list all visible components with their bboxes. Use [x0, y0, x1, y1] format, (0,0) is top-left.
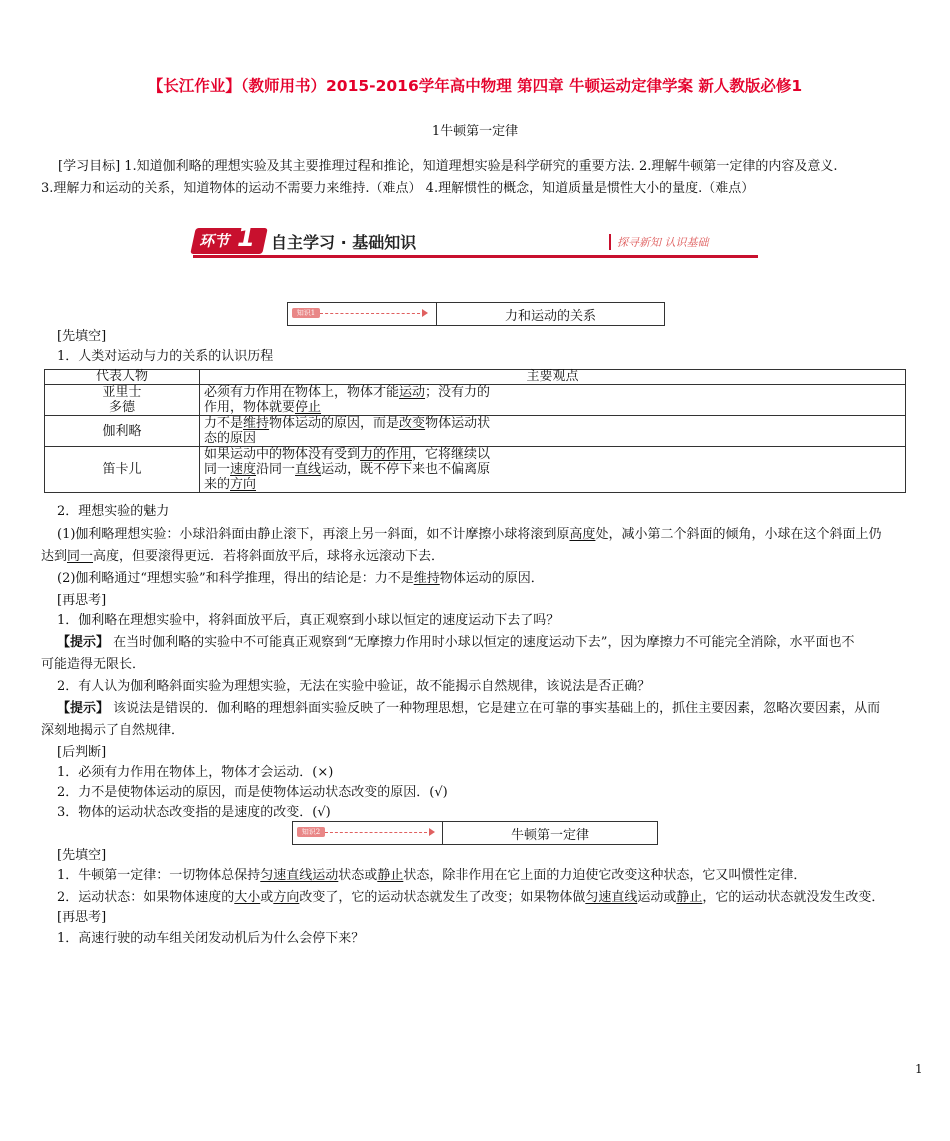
knowledge-heading-1: 力和运动的关系 [504, 309, 596, 324]
learning-objectives-line-2: 3.理解力和运动的关系，知道物体的运动不需要力来维持.（难点） 4.理解惯性的概念，知道质量是惯性大小的量度.（难点） [41, 181, 755, 196]
fill-label-2: [先填空] [57, 848, 107, 863]
header-view: 主要观点 [200, 370, 906, 385]
knowledge-badge-icon: 知识1 [292, 308, 320, 318]
view-cell: 如果运动中的物体没有受到力的作用，它将继续以同一速度沿同一直线运动，既不停下来也不偏离原来的方向 [200, 447, 906, 493]
fill-label-1: [先填空] [57, 329, 107, 344]
knowledge-point-box-1 [287, 302, 665, 326]
arrow-right-icon [422, 309, 428, 317]
judge-item-3: 3．物体的运动状态改变指的是速度的改变．(√) [57, 805, 331, 820]
paragraph-ideal-experiment-2: (2)伽利略通过“理想实验”和科学推理，得出的结论是：力不是维持物体运动的原因． [57, 571, 544, 586]
knowledge-point-box-2 [292, 821, 658, 845]
table-row [45, 447, 906, 493]
page-number: 1 [915, 1062, 923, 1076]
knowledge-badge-icon: 知识2 [297, 827, 325, 837]
paragraph-ideal-experiment-1: (1)伽利略理想实验：小球沿斜面由静止滚下，再滚上另一斜面，如不计摩擦小球将滚到原高度处，减小第二个斜面的倾角，小球在这个斜面上仍 [57, 527, 882, 542]
lesson-subtitle: 1牛顿第一定律 [431, 124, 519, 139]
question-train: 1．高速行驶的动车组关闭发动机后为什么会停下来？ [57, 931, 365, 946]
knowledge-heading-2: 牛顿第一定律 [510, 828, 589, 843]
question-1: 1．伽利略在理想实验中，将斜面放平后，真正观察到小球以恒定的速度运动下去了吗？ [57, 613, 560, 628]
person-cell: 笛卡儿 [45, 447, 200, 493]
view-cell: 力不是维持物体运动的原因，而是改变物体运动状态的原因 [200, 416, 906, 447]
newton-first-law-statement: 1．牛顿第一定律：一切物体总保持匀速直线运动状态或静止状态，除非作用在它上面的力迫使它改变这种状态，它又叫惯性定律． [57, 868, 807, 883]
arrow-line [325, 832, 427, 833]
arrow-line [320, 313, 420, 314]
item-ideal-experiment: 2．理想实验的魅力 [57, 504, 170, 519]
banner-title: 自主学习 · 基础知识 [271, 233, 417, 252]
banner-tag: 环节 [190, 228, 268, 254]
motion-state-statement: 2．运动状态：如果物体速度的大小或方向改变了，它的运动状态就发生了改变；如果物体做匀速直线运动或静止，它的运动状态就没发生改变． [57, 890, 885, 905]
view-cell: 必须有力作用在物体上，物体才能运动；没有力的作用，物体就要停止 [200, 385, 906, 416]
learning-objectives-line-1: [学习目标] 1.知道伽利略的理想实验及其主要推理过程和推论，知道理想实验是科学研究的重要方法. 2.理解牛顿第一定律的内容及意义. [58, 159, 838, 174]
section-banner [193, 223, 758, 258]
answer-2-cont: 深刻地揭示了自然规律． [41, 723, 185, 738]
person-cell: 伽利略 [45, 416, 200, 447]
document-title: 【长江作业】（教师用书）2015-2016学年高中物理 第四章 牛顿运动定律学案 新人教版必修1 [147, 77, 803, 95]
answer-2: 【提示】 该说法是错误的．伽利略的理想斜面实验反映了一种物理思想，它是建立在可靠的事实基础上的，抓住主要因素，忽略次要因素，从而 [57, 701, 881, 716]
table-row [45, 416, 906, 447]
answer-1-cont: 可能造得无限长． [41, 657, 146, 672]
item-cognition-history: 1．人类对运动与力的关系的认识历程 [57, 349, 274, 364]
arrow-right-icon [429, 828, 435, 836]
table-header-row [45, 370, 906, 385]
history-table [44, 369, 906, 493]
judge-item-1: 1．必须有力作用在物体上，物体才会运动．(×) [57, 765, 334, 780]
paragraph-ideal-experiment-1-cont: 达到同一高度，但要滚得更远．若将斜面放平后，球将永远滚动下去． [41, 549, 445, 564]
table-row [45, 385, 906, 416]
think-label-1: [再思考] [57, 593, 107, 608]
answer-1: 【提示】 在当时伽利略的实验中不可能真正观察到“无摩擦力作用时小球以恒定的速度运动下去”，因为摩擦力不可能完全消除，水平面也不 [57, 635, 855, 650]
person-cell: 亚里士 多德 [45, 385, 200, 416]
judge-label: [后判断] [57, 745, 107, 760]
question-2: 2．有人认为伽利略斜面实验为理想实验，无法在实验中验证，故不能揭示自然规律，该说法是否正确？ [57, 679, 651, 694]
judge-item-2: 2．力不是使物体运动的原因，而是使物体运动状态改变的原因．(√) [57, 785, 448, 800]
banner-number: 1 [237, 223, 256, 253]
header-person: 代表人物 [45, 370, 200, 385]
banner-rule [193, 255, 758, 258]
banner-side-text: 探寻新知 认识基础 [609, 234, 709, 250]
think-label-2: [再思考] [57, 910, 107, 925]
